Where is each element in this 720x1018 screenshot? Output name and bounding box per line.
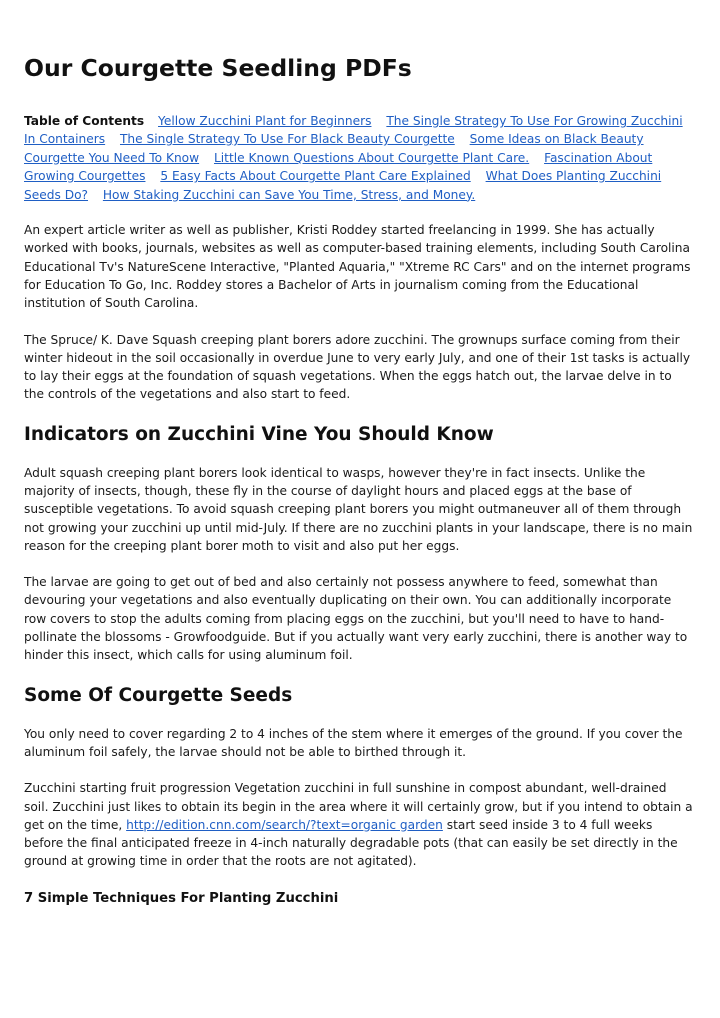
subsection-heading: 7 Simple Techniques For Planting Zucchini [24,890,339,906]
toc-link[interactable]: How Staking Zucchini can Save You Time, Stress, and Money. [102,187,476,202]
toc-label: Table of Contents [24,114,145,128]
planting-text-end: start seed inside 3 to 4 full weeks before the final anticipated freeze in 4-inch naturally degradable pots (that can easily be set directly in the ground at growing time in order that the roots are not agitated). [24,817,678,869]
paragraph-adult-borers: Adult squash creeping plant borers look identical to wasps, however they're in fact insects. Unlike the majority of insects, though, these fly in the course of daylight hours and placed eggs at the base of susceptible vegetations. To avoid squash creeping plant borers you might outmaneuver all of them through not growing your zucchini up until mid-July. If there are no zucchini plants in your landscape, there is no main reason for the creeping plant borer moth to visit and also put her eggs. [24,465,693,553]
external-link[interactable]: http://edition.cnn.com/search/?text=organic garden [126,817,443,832]
section-heading: Some Of Courgette Seeds [24,684,293,706]
toc-link[interactable]: What Does Planting Zucchini Seeds Do? [24,169,662,202]
paragraph-larvae: The larvae are going to get out of bed and also certainly not possess anywhere to feed, somewhat than devouring your vegetations and also eventually duplicating on their own. You can additionally incorporate row covers to stop the adults coming from placing eggs on the zucchini, but you'll need to have to hand-pollinate the blossoms - Growfoodguide. But if you actually want very early zucchini, there is another way to hinder this insect, which calls for using aluminum foil. [24,575,688,663]
toc-link[interactable]: Yellow Zucchini Plant for Beginners [158,114,372,128]
table-of-contents [24,112,694,204]
toc-link[interactable]: The Single Strategy To Use For Growing Zucchini In Containers [24,114,683,147]
toc-link[interactable]: Some Ideas on Black Beauty Courgette You Need To Know [24,132,644,165]
toc-link[interactable]: Fascination About Growing Courgettes [24,150,653,184]
toc-link[interactable]: 5 Easy Facts About Courgette Plant Care Explained [160,169,471,184]
paragraph-planting [24,779,694,870]
toc-link[interactable]: Little Known Questions About Courgette Plant Care. [213,150,530,165]
page-title: Our Courgette Seedling PDFs [24,54,412,82]
section-heading: Indicators on Zucchini Vine You Should Know [24,423,494,445]
paragraph-foil: You only need to cover regarding 2 to 4 inches of the stem where it emerges of the ground. If you cover the aluminum foil safely, the larvae should not be able to birthed through it. [24,726,683,759]
paragraph-author-bio: An expert article writer as well as publisher, Kristi Roddey started freelancing in 1999. She has actually worked with books, journals, websites as well as computer-based training elements, including South Carolina Educational Tv's NatureScene Interactive, "Planted Aquaria," "Xtreme RC Cars" and on the internet programs for Education To Go, Inc. Roddey stores a Bachelor of Arts in journalism coming from the Educational institution of South Carolina. [24,223,691,311]
toc-link[interactable]: The Single Strategy To Use For Black Beauty Courgette [119,132,455,147]
paragraph-borers-intro: The Spruce/ K. Dave Squash creeping plant borers adore zucchini. The grownups surface coming from their winter hideout in the soil occasionally in overdue June to very early July, and one of their 1st tasks is actually to lay their eggs at the foundation of squash vegetations. When the eggs hatch out, the larvae delve in to the controls of the vegetations and also start to feed. [24,332,691,402]
planting-text-start: Zucchini starting fruit progression Vegetation zucchini in full sunshine in compost abundant, well-drained soil. Zucchini just likes to obtain its begin in the area where it will certainly grow, but if you intend to obtain a get on the time, [24,781,693,832]
